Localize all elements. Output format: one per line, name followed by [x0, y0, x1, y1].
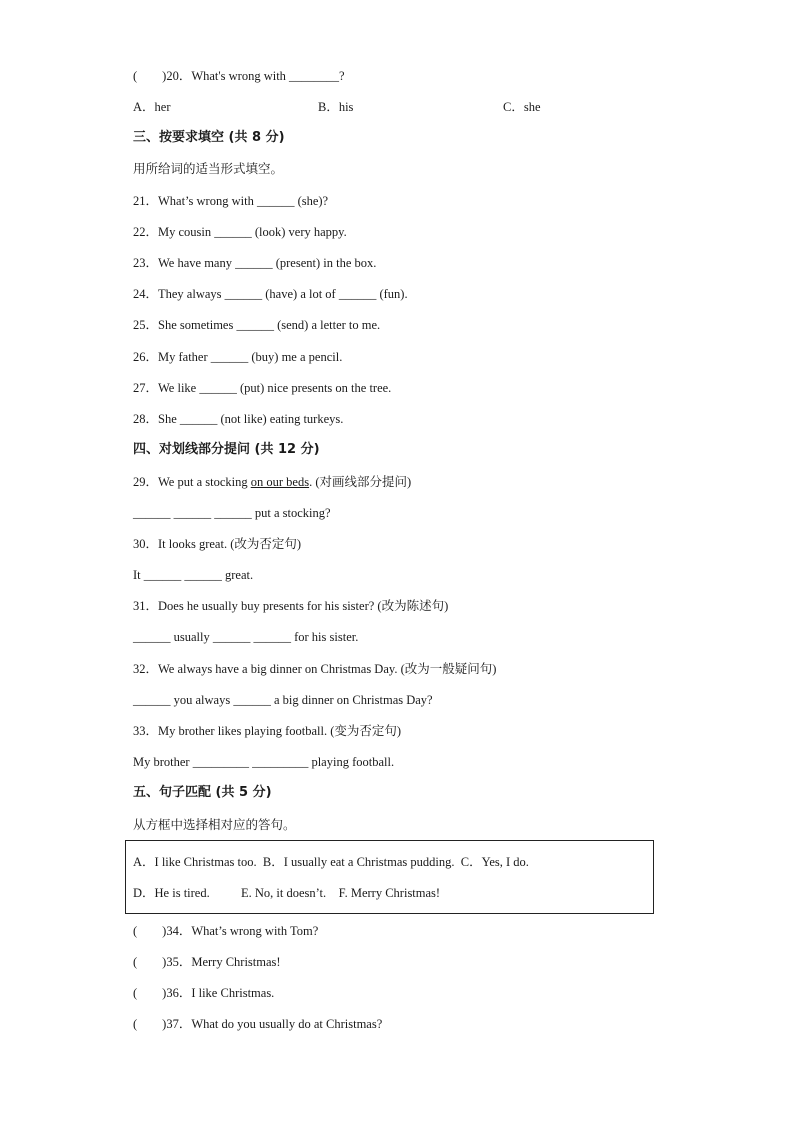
question-31-answer: ______ usually ______ ______ for his sister. — [133, 630, 359, 644]
question-27: 27．We like ______ (put) nice presents on the tree. — [133, 381, 392, 395]
question-29-underlined: on our beds — [250, 475, 310, 489]
option-a: A．her — [133, 100, 171, 114]
question-28: 28．She ______ (not like) eating turkeys. — [133, 412, 344, 426]
question-32: 32．We always have a big dinner on Christmas Day. (改为一般疑问句) — [133, 662, 497, 676]
section-3-title: 三、按要求填空 (共 8 分) — [133, 130, 285, 145]
question-29-answer: ______ ______ ______ put a stocking? — [133, 506, 331, 520]
answer-choices-line-1: A．I like Christmas too. B．I usually eat a Christmas pudding. C．Yes, I do. — [133, 855, 529, 869]
question-30: 30．It looks great. (改为否定句) — [133, 537, 302, 551]
section-4-title: 四、对划线部分提问 (共 12 分) — [133, 442, 320, 457]
section-5-instruction: 从方框中选择相对应的答句。 — [133, 817, 296, 832]
question-29-post: . (对画线部分提问) — [309, 475, 412, 489]
question-23: 23．We have many ______ (present) in the box. — [133, 256, 377, 270]
question-22: 22．My cousin ______ (look) very happy. — [133, 225, 347, 239]
section-5-title: 五、句子匹配 (共 5 分) — [133, 785, 272, 800]
answer-choices-line-2: D．He is tired. E. No, it doesn’t. F. Merry Christmas! — [133, 886, 441, 900]
answer-choice-box — [125, 840, 654, 914]
question-37: ( )37．What do you usually do at Christmas? — [133, 1017, 383, 1031]
question-29-pre: 29．We put a stocking — [133, 475, 251, 489]
option-b: B．his — [318, 100, 354, 114]
question-33: 33．My brother likes playing football. (变为否定句) — [133, 724, 402, 738]
question-21: 21．What’s wrong with ______ (she)? — [133, 194, 329, 208]
question-36: ( )36．I like Christmas. — [133, 986, 275, 1000]
question-32-answer: ______ you always ______ a big dinner on Christmas Day? — [133, 693, 433, 707]
question-34: ( )34．What’s wrong with Tom? — [133, 924, 319, 938]
question-30-answer: It ______ ______ great. — [133, 568, 254, 582]
question-20: ( )20．What's wrong with ________? — [133, 69, 345, 83]
question-24: 24．They always ______ (have) a lot of ______ (fun). — [133, 287, 408, 301]
question-29 — [133, 474, 411, 490]
section-3-instruction: 用所给词的适当形式填空。 — [133, 161, 284, 176]
question-35: ( )35．Merry Christmas! — [133, 955, 281, 969]
question-31: 31．Does he usually buy presents for his sister? (改为陈述句) — [133, 599, 449, 613]
question-26: 26．My father ______ (buy) me a pencil. — [133, 350, 343, 364]
question-25: 25．She sometimes ______ (send) a letter to me. — [133, 318, 381, 332]
question-33-answer: My brother _________ _________ playing football. — [133, 755, 395, 769]
option-c: C．she — [503, 100, 541, 114]
